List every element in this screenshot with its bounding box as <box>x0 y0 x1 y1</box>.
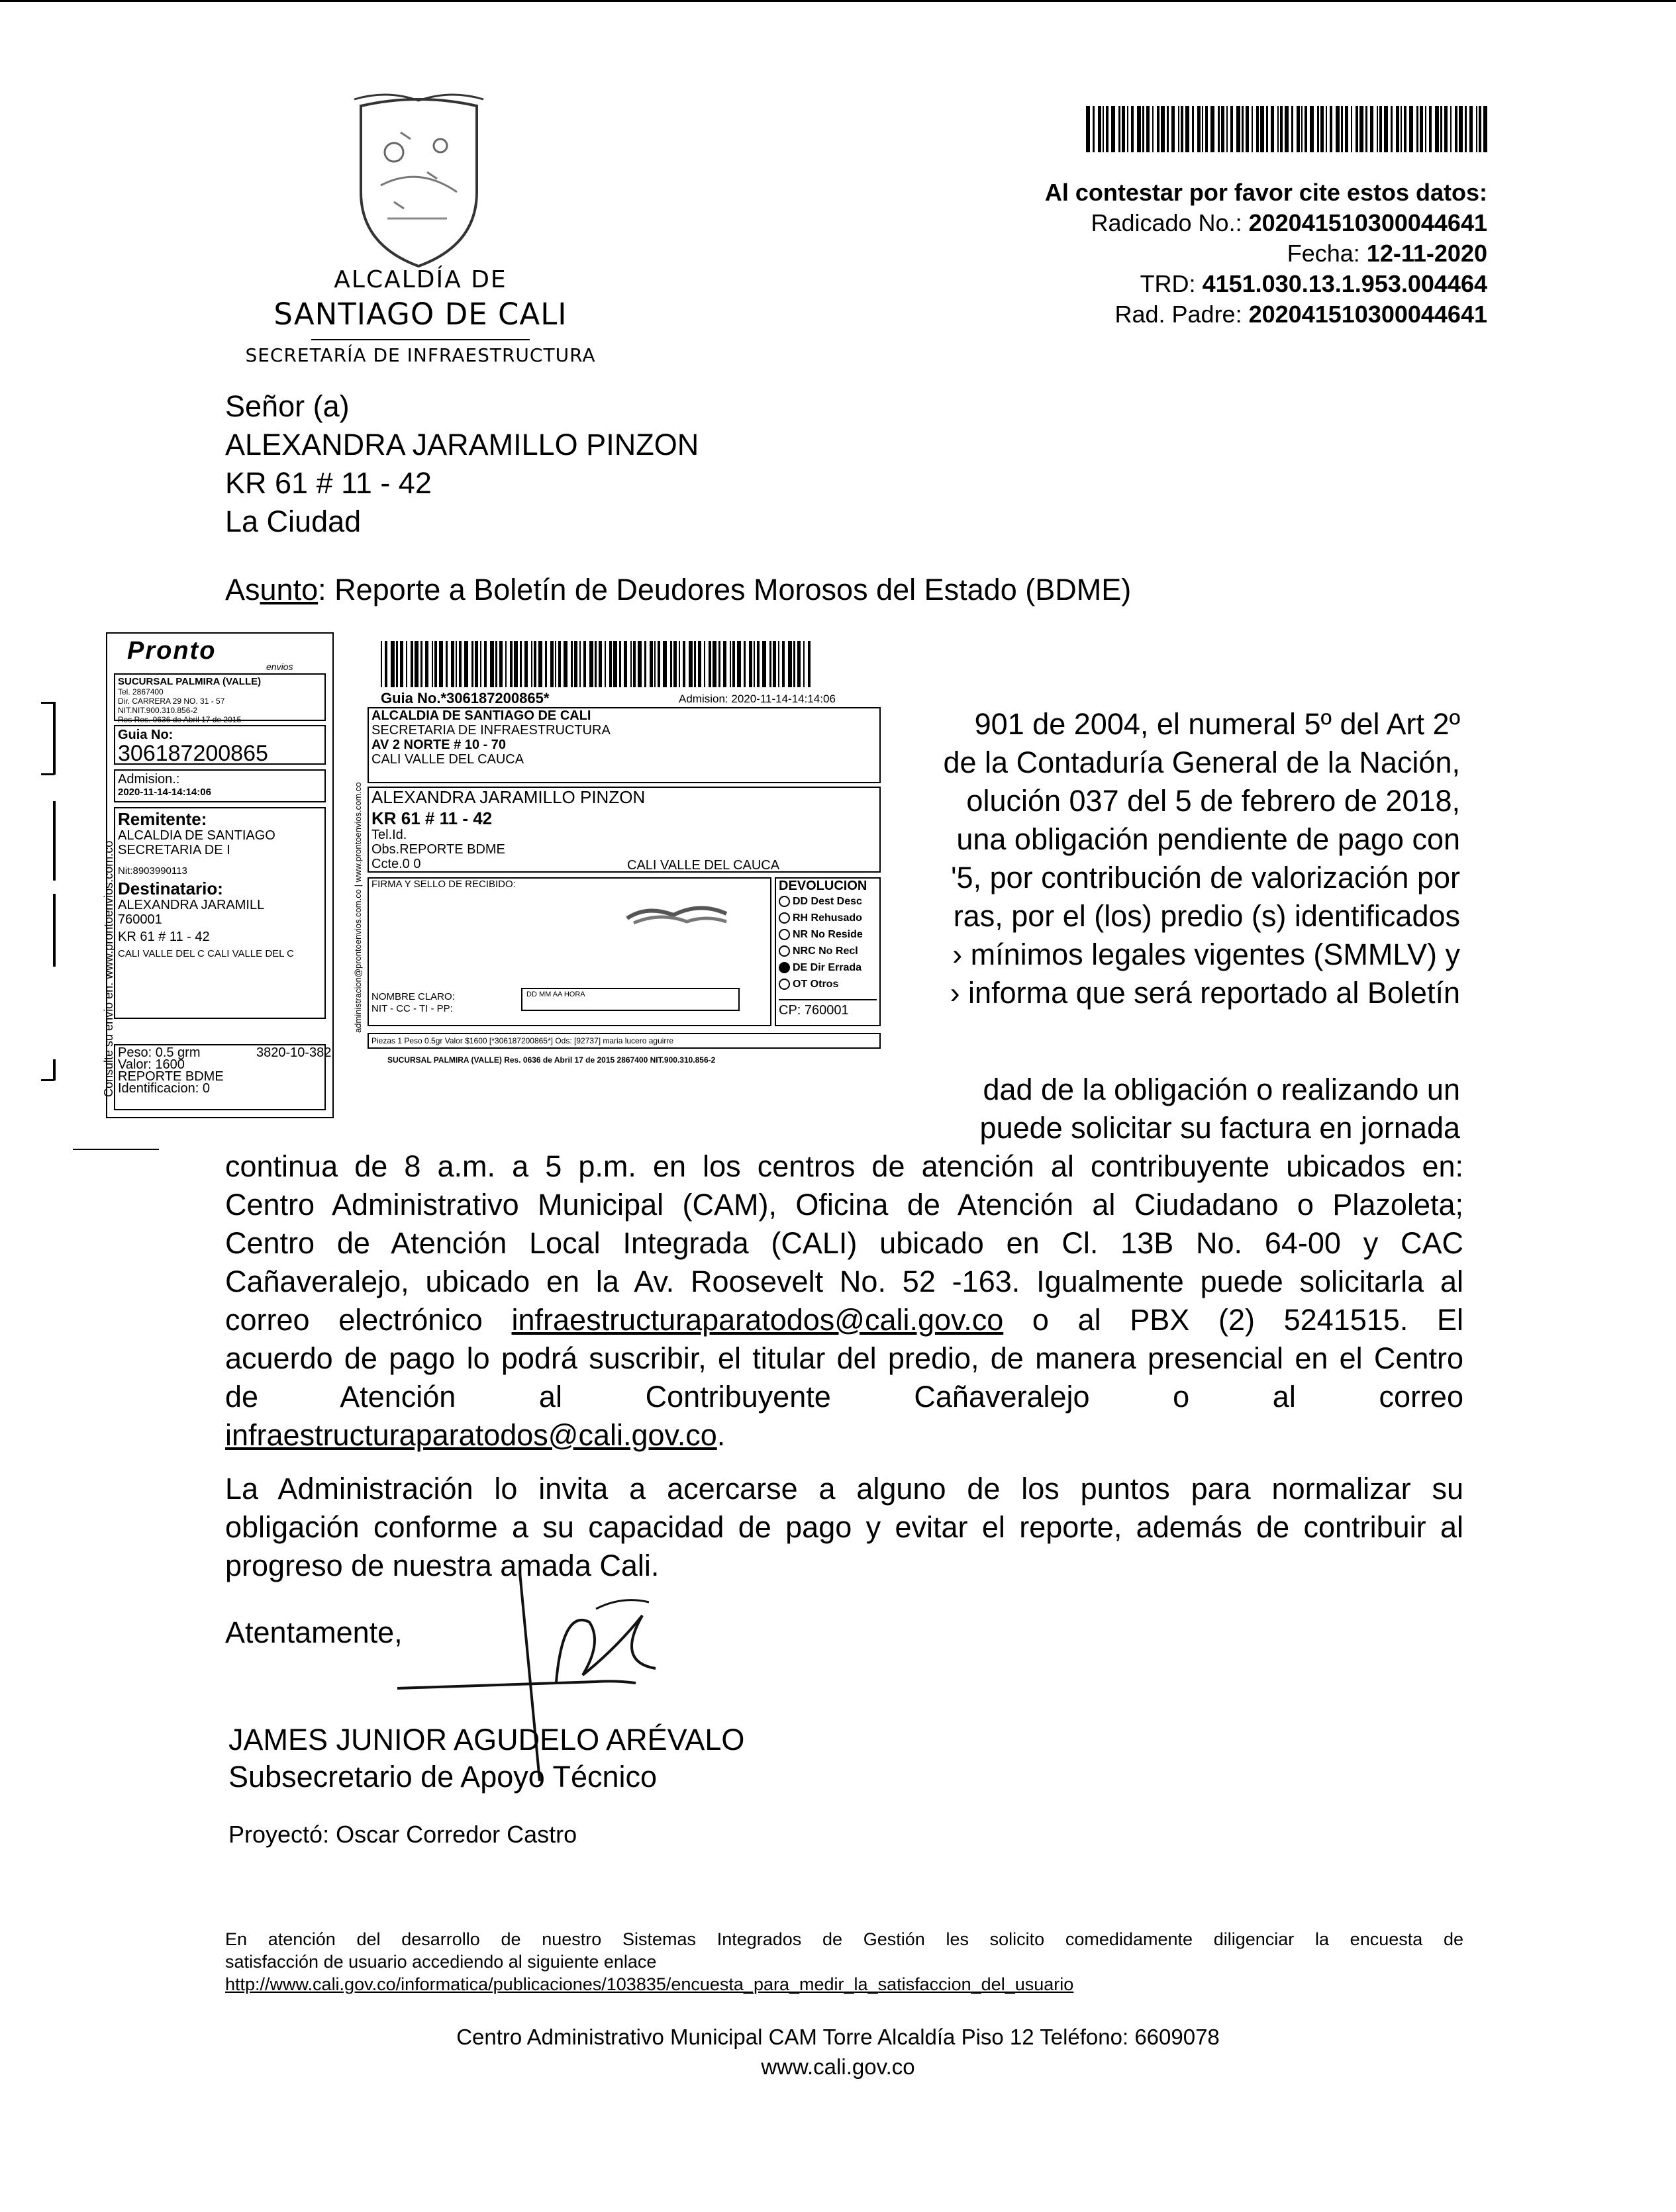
code-side: 3820-10-382 <box>256 1045 332 1060</box>
parties-box: Remitente: ALCALDIA DE SANTIAGO SECRETARIA DE I Nit:8903990113 Destinatario: ALEXANDRA JARAMILL 760001 KR 61 # 11 - 42 CALI VALLE DEL C CALI VALLE DEL C <box>114 807 326 1019</box>
devolucion-option: DD Dest Desc <box>779 893 877 910</box>
devolucion-option: DE Dir Errada <box>779 959 877 976</box>
org-department: SECRETARÍA DE INFRAESTRUCTURA <box>245 344 596 366</box>
label-side-text: administracion@prontoenvios.com.co | www.prontoenvios.com.co <box>353 782 363 1033</box>
body-line: continua de 8 a.m. a 5 p.m. en los centros de atención al contribuyente ubicados en: <box>225 1149 1463 1183</box>
consult-side-text: Consulte su envio en: www.prontoenvios.com.co <box>102 840 115 1097</box>
body-partial-paragraph <box>924 705 1460 1012</box>
org-divider <box>311 339 530 340</box>
body-line: puede solicitar su factura en jornada <box>979 1111 1460 1145</box>
fecha-value: 12-11-2020 <box>1366 240 1487 267</box>
signer-block <box>228 1721 744 1796</box>
courier-logo-sub: envios <box>266 661 293 672</box>
devolucion-box: DEVOLUCION DD Dest Desc RH Rehusado NR No Reside NRC No Recl DE Dir Errada OT Otros CP: 760001 <box>775 877 881 1026</box>
survey-note <box>225 1928 1463 1996</box>
guia-header: Guia No.*306187200865* <box>381 690 550 706</box>
body-line: acuerdo de pago lo podrá suscribir, el titular del predio, de manera presencial en el Centro <box>225 1341 1463 1375</box>
body-partial-paragraph-2 <box>924 1071 1460 1147</box>
radicado-value: 202041510300044641 <box>1248 209 1487 236</box>
guia-number: 306187200865 <box>118 741 268 766</box>
email-link[interactable]: infraestructuraparatodos@cali.gov.co <box>511 1303 1004 1337</box>
admision-box: Admision.: 2020-11-14-14:14:06 <box>114 769 326 802</box>
body-line: una obligación pendiente de pago con <box>956 822 1460 856</box>
body-line: dad de la obligación o realizando un <box>983 1073 1460 1106</box>
body-line: Cañaveralejo, ubicado en la Av. Roosevelt No. 52 -163. Igualmente puede solicitarla al <box>225 1265 1463 1298</box>
org-name-line1: ALCALDÍA DE <box>334 266 507 293</box>
body-line: › mínimos legales vigentes (SMMLV) y <box>952 938 1460 971</box>
margin-mark <box>41 773 54 775</box>
rad-padre-value: 202041510300044641 <box>1248 301 1487 328</box>
body-line-email-2: infraestructuraparatodos@cali.gov.co. <box>225 1418 726 1452</box>
body-line: de la Contaduría General de la Nación, <box>943 745 1460 779</box>
shipping-label-main <box>353 636 884 1106</box>
recipient-name: ALEXANDRA JARAMILLO PINZON <box>225 428 699 461</box>
margin-mark <box>41 1079 54 1081</box>
body-line-email: correo electrónico infraestructuraparatodos@cali.gov.co o al PBX (2) 5241515. El <box>225 1303 1463 1337</box>
footer-address: Centro Administrativo Municipal CAM Torre Alcaldía Piso 12 Teléfono: 6609078 <box>456 2025 1220 2049</box>
body-line: Centro de Atención Local Integrada (CALI) ubicado en Cl. 13B No. 64-00 y CAC <box>225 1226 1463 1260</box>
survey-line: satisfacción de usuario accediendo al siguiente enlace <box>225 1952 657 1972</box>
recipient-address: KR 61 # 11 - 42 <box>225 466 432 500</box>
body-line: olución 037 del 5 de febrero de 2018, <box>966 784 1460 818</box>
radicado-row: Radicado No.: 202041510300044641 <box>1091 209 1487 236</box>
body-line: Centro Administrativo Municipal (CAM), Oficina de Atención al Ciudadano o Plazoleta; <box>225 1188 1463 1222</box>
margin-mark <box>73 1149 159 1150</box>
stamp-scribble <box>620 895 733 935</box>
salutation: Señor (a) <box>225 389 350 423</box>
citation-block <box>1045 177 1487 330</box>
recipient-city: La Ciudad <box>225 505 362 538</box>
courier-logo: Pronto <box>127 637 217 665</box>
margin-mark <box>41 702 54 704</box>
shipping-label-stub <box>102 632 334 1118</box>
signer-name: JAMES JUNIOR AGUDELO ARÉVALO <box>228 1723 745 1756</box>
devolucion-option: NR No Reside <box>779 926 877 943</box>
top-scan-edge <box>0 0 1676 2</box>
subject-line: Asunto: Reporte a Boletín de Deudores Morosos del Estado (BDME) <box>225 573 1132 606</box>
body-main-paragraph <box>225 1147 1463 1455</box>
signer-title: Subsecretario de Apoyo Técnico <box>228 1760 658 1794</box>
sender-box: ALCALDIA DE SANTIAGO DE CALI SECRETARIA DE INFRAESTRUCTURA AV 2 NORTE # 10 - 70 CALI VALLE DEL CAUCA <box>368 707 881 783</box>
survey-link[interactable]: http://www.cali.gov.co/informatica/publicaciones/103835/encuesta_para_medir_la_satisfaccion_del_usuario <box>225 1974 1074 1994</box>
subject-text: Reporte a Boletín de Deudores Morosos del Estado (BDME) <box>326 573 1132 606</box>
email-link-2[interactable]: infraestructuraparatodos@cali.gov.co <box>225 1418 717 1452</box>
peso-box: Peso: 0.5 grm Valor: 1600 REPORTE BDME Identificacion: 0 <box>114 1044 326 1110</box>
invitation-paragraph <box>225 1470 1463 1585</box>
citation-heading: Al contestar por favor cite estos datos: <box>1044 179 1487 206</box>
devolucion-option: NRC No Recl <box>779 943 877 959</box>
branch-box: SUCURSAL PALMIRA (VALLE) Tel. 2867400 Dir. CARRERA 29 NO. 31 - 57 NIT.NIT.900.310.856-2 Res Res. 0636 de Abril 17 de 2015 <box>114 673 326 721</box>
devolucion-option: RH Rehusado <box>779 910 877 926</box>
devolucion-option: OT Otros <box>779 976 877 992</box>
org-name-line2: SANTIAGO DE CALI <box>273 297 567 332</box>
recipient-block <box>225 387 699 541</box>
body-line: 901 de 2004, el numeral 5º del Art 2º <box>974 707 1460 741</box>
trd-row: TRD: 4151.030.13.1.953.004464 <box>1140 270 1487 297</box>
body-line: de Atención al Contribuyente Cañaveralejo o al correo <box>225 1380 1463 1414</box>
receiver-box: ALEXANDRA JARAMILLO PINZON KR 61 # 11 - 42 Tel.Id. Obs.REPORTE BDME Ccte.0 0 CALI VALLE DEL CAUCA <box>368 787 881 873</box>
survey-line: En atención del desarrollo de nuestro Sistemas Integrados de Gestión les solicito comedidamente diligenciar la encuesta de <box>225 1929 1463 1949</box>
cp-value: CP: 760001 <box>779 999 877 1018</box>
body-line: progreso de nuestra amada Cali. <box>225 1549 660 1582</box>
body-line: La Administración lo invita a acercarse a alguno de los puntos para normalizar su <box>225 1472 1463 1506</box>
rad-padre-row: Rad. Padre: 202041510300044641 <box>1114 301 1487 328</box>
body-line: › informa que será reportado al Boletín <box>950 976 1460 1010</box>
fecha-row: Fecha: 12-11-2020 <box>1287 240 1487 267</box>
radicado-barcode <box>1086 106 1490 152</box>
prepared-by: Proyectó: Oscar Corredor Castro <box>228 1821 577 1848</box>
margin-mark <box>53 702 56 775</box>
guia-box: Guia No: 306187200865 <box>114 725 326 765</box>
signature-receipt-box: FIRMA Y SELLO DE RECIBIDO: NOMBRE CLARO: NIT - CC - TI - PP: DD MM AA HORA <box>368 877 771 1026</box>
body-line: obligación conforme a su capacidad de pago y evitar el reporte, además de contribuir al <box>225 1510 1463 1544</box>
coat-of-arms-logo <box>348 93 490 271</box>
margin-mark <box>53 1059 56 1081</box>
admision-header: Admision: 2020-11-14-14:14:06 <box>679 693 836 705</box>
piezas-line: Piezas 1 Peso 0.5gr Valor $1600 [*306187200865*] Ods: [92737] maria lucero aguirre <box>368 1033 881 1049</box>
margin-mark <box>53 801 56 881</box>
body-line: ras, por el (los) predio (s) identificados <box>953 899 1460 933</box>
label-bottom-line: SUCURSAL PALMIRA (VALLE) Res. 0636 de Abril 17 de 2015 2867400 NIT.900.310.856-2 <box>387 1055 716 1065</box>
trd-value: 4151.030.13.1.953.004464 <box>1202 270 1487 297</box>
closing: Atentamente, <box>225 1615 403 1649</box>
margin-mark <box>53 894 56 967</box>
footer-website[interactable]: www.cali.gov.co <box>761 2054 915 2079</box>
body-line: '5, por contribución de valorización por <box>950 861 1460 894</box>
guia-barcode <box>381 641 811 687</box>
